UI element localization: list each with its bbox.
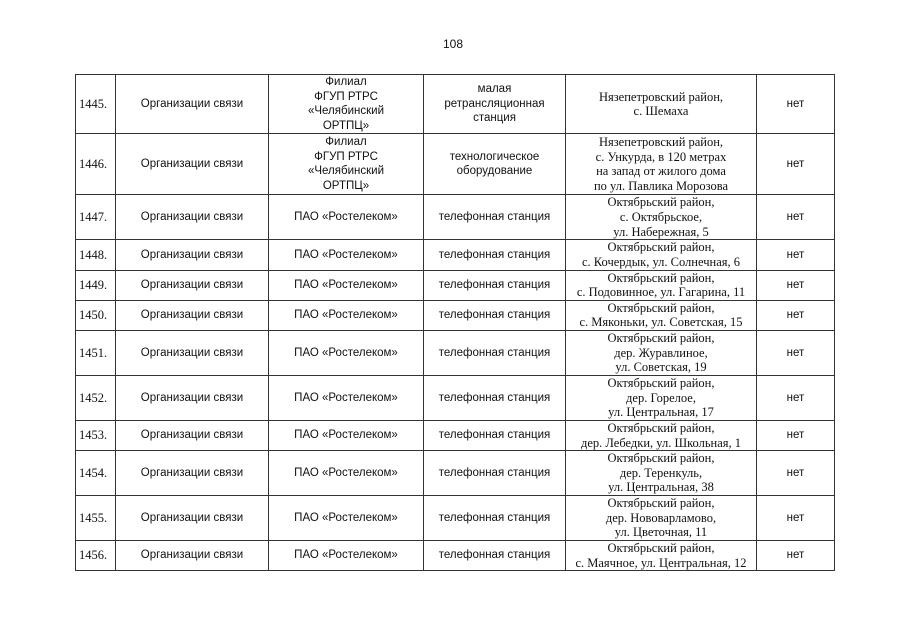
status-cell — [757, 240, 835, 270]
address-line: Октябрьский район, — [607, 541, 715, 556]
address-line: дер. Нововарламово, — [605, 510, 717, 525]
row-number: 1453. — [79, 428, 108, 443]
category-cell — [116, 541, 269, 571]
address-cell — [566, 195, 757, 240]
table-row — [76, 240, 835, 270]
organization-cell — [269, 75, 424, 134]
address-cell — [566, 451, 757, 496]
object-line: телефонная станция — [438, 429, 551, 442]
category-cell — [116, 330, 269, 375]
row-number-cell — [76, 300, 116, 330]
category-cell — [116, 300, 269, 330]
row-number: 1455. — [79, 510, 108, 525]
address-line: Октябрьский район, — [607, 270, 715, 285]
status-text: нет — [786, 309, 805, 322]
category-text: Организации связи — [140, 346, 244, 359]
row-number: 1447. — [79, 210, 108, 225]
category-text: Организации связи — [140, 248, 244, 261]
object-cell — [424, 270, 566, 300]
row-number: 1450. — [79, 308, 108, 323]
table-row — [76, 420, 835, 450]
address-line: Нязепетровский район, — [598, 89, 724, 104]
address-line: ул. Центральная, 17 — [608, 405, 714, 420]
table-row — [76, 134, 835, 195]
address-line: по ул. Павлика Морозова — [593, 178, 728, 193]
category-cell — [116, 420, 269, 450]
organization-line: ПАО «Ростелеком» — [294, 429, 398, 442]
address-cell — [566, 420, 757, 450]
status-cell — [757, 375, 835, 420]
row-number-cell — [76, 451, 116, 496]
status-text: нет — [786, 391, 805, 404]
address-cell — [566, 270, 757, 300]
row-number: 1449. — [79, 277, 108, 292]
address-line: ул. Центральная, 38 — [608, 480, 714, 495]
row-number-cell — [76, 240, 116, 270]
object-cell — [424, 134, 566, 195]
category-text: Организации связи — [140, 549, 244, 562]
organization-line: ПАО «Ростелеком» — [294, 278, 398, 291]
category-text: Организации связи — [140, 97, 244, 110]
address-line: ул. Советская, 19 — [615, 360, 707, 375]
organization-cell — [269, 451, 424, 496]
address-line: с. Подовинное, ул. Гагарина, 11 — [576, 285, 746, 300]
status-text: нет — [786, 211, 805, 224]
row-number-cell — [76, 375, 116, 420]
address-line: с. Шемаха — [633, 104, 689, 119]
organization-line: ПАО «Ростелеком» — [294, 511, 398, 524]
address-cell — [566, 496, 757, 541]
row-number: 1451. — [79, 345, 108, 360]
row-number-cell — [76, 541, 116, 571]
address-line: ул. Набережная, 5 — [613, 224, 709, 239]
address-line: Октябрьский район, — [607, 451, 715, 466]
organization-line: ФГУП РТРС — [314, 90, 378, 103]
category-text: Организации связи — [140, 278, 244, 291]
address-line: Октябрьский район, — [607, 376, 715, 391]
object-cell — [424, 240, 566, 270]
object-cell — [424, 75, 566, 134]
address-line: дер. Теренкуль, — [619, 465, 703, 480]
row-number-cell — [76, 195, 116, 240]
table-row — [76, 375, 835, 420]
address-line: Нязепетровский район, — [598, 135, 724, 150]
status-cell — [757, 496, 835, 541]
category-text: Организации связи — [140, 158, 244, 171]
object-line: телефонная станция — [438, 248, 551, 261]
object-line: телефонная станция — [438, 511, 551, 524]
row-number-cell — [76, 75, 116, 134]
row-number-cell — [76, 496, 116, 541]
object-line: телефонная станция — [438, 278, 551, 291]
organization-line: ПАО «Ростелеком» — [294, 248, 398, 261]
object-line: телефонная станция — [438, 391, 551, 404]
status-cell — [757, 134, 835, 195]
registry-table — [75, 74, 835, 571]
organization-cell — [269, 134, 424, 195]
object-cell — [424, 195, 566, 240]
address-line: Октябрьский район, — [607, 420, 715, 435]
object-cell — [424, 420, 566, 450]
organization-line: ПАО «Ростелеком» — [294, 549, 398, 562]
row-number: 1446. — [79, 157, 108, 172]
row-number: 1452. — [79, 390, 108, 405]
status-cell — [757, 195, 835, 240]
category-cell — [116, 270, 269, 300]
row-number: 1454. — [79, 465, 108, 480]
organization-line: ПАО «Ростелеком» — [294, 346, 398, 359]
object-line: ретрансляционная — [444, 97, 545, 110]
organization-line: ПАО «Ростелеком» — [294, 466, 398, 479]
organization-line: «Челябинский — [307, 105, 384, 118]
address-cell — [566, 541, 757, 571]
row-number: 1448. — [79, 247, 108, 262]
table-row — [76, 451, 835, 496]
address-line: на запад от жилого дома — [596, 164, 726, 179]
address-cell — [566, 134, 757, 195]
object-cell — [424, 300, 566, 330]
status-cell — [757, 75, 835, 134]
row-number-cell — [76, 420, 116, 450]
table-row — [76, 330, 835, 375]
status-text: нет — [786, 511, 805, 524]
address-line: Октябрьский район, — [607, 496, 715, 511]
row-number-cell — [76, 134, 116, 195]
organization-line: ФГУП РТРС — [314, 150, 378, 163]
object-cell — [424, 451, 566, 496]
status-cell — [757, 451, 835, 496]
organization-line: Филиал — [325, 136, 367, 149]
category-cell — [116, 75, 269, 134]
row-number: 1445. — [79, 96, 108, 111]
organization-line: ПАО «Ростелеком» — [294, 391, 398, 404]
status-cell — [757, 330, 835, 375]
object-cell — [424, 541, 566, 571]
table-row — [76, 195, 835, 240]
object-cell — [424, 330, 566, 375]
object-line: телефонная станция — [438, 466, 551, 479]
address-line: с. Октябрьское, — [619, 210, 703, 225]
address-line: с. Кочердык, ул. Солнечная, 6 — [582, 254, 740, 269]
object-cell — [424, 496, 566, 541]
organization-cell — [269, 541, 424, 571]
row-number: 1456. — [79, 548, 108, 563]
table-row — [76, 496, 835, 541]
address-line: ул. Цветочная, 11 — [614, 525, 708, 540]
status-cell — [757, 420, 835, 450]
object-line: телефонная станция — [438, 549, 551, 562]
address-cell — [566, 240, 757, 270]
object-line: технологическое — [449, 150, 540, 163]
page-number: 108 — [442, 37, 464, 51]
table-row — [76, 300, 835, 330]
organization-cell — [269, 496, 424, 541]
organization-cell — [269, 375, 424, 420]
status-cell — [757, 270, 835, 300]
address-line: с. Мяконьки, ул. Советская, 15 — [579, 315, 743, 330]
table-row — [76, 270, 835, 300]
status-text: нет — [786, 346, 805, 359]
status-cell — [757, 541, 835, 571]
row-number-cell — [76, 330, 116, 375]
status-text: нет — [786, 466, 805, 479]
category-cell — [116, 451, 269, 496]
object-cell — [424, 375, 566, 420]
status-text: нет — [786, 248, 805, 261]
table-body — [76, 75, 835, 571]
organization-cell — [269, 300, 424, 330]
address-line: с. Ункурда, в 120 метрах — [595, 149, 727, 164]
status-text: нет — [786, 429, 805, 442]
category-text: Организации связи — [140, 429, 244, 442]
object-line: станция — [473, 112, 516, 125]
category-text: Организации связи — [140, 391, 244, 404]
table-row — [76, 541, 835, 571]
address-cell — [566, 300, 757, 330]
address-line: с. Маячное, ул. Центральная, 12 — [575, 555, 747, 570]
object-line: оборудование — [456, 165, 533, 178]
organization-line: ПАО «Ростелеком» — [294, 211, 398, 224]
category-text: Организации связи — [140, 466, 244, 479]
category-text: Организации связи — [140, 211, 244, 224]
category-cell — [116, 134, 269, 195]
status-cell — [757, 300, 835, 330]
address-cell — [566, 75, 757, 134]
category-cell — [116, 375, 269, 420]
category-cell — [116, 195, 269, 240]
address-line: Октябрьский район, — [607, 331, 715, 346]
organization-cell — [269, 195, 424, 240]
status-text: нет — [786, 278, 805, 291]
address-cell — [566, 375, 757, 420]
object-line: малая — [477, 83, 512, 96]
organization-cell — [269, 240, 424, 270]
organization-line: ПАО «Ростелеком» — [294, 309, 398, 322]
address-line: дер. Горелое, — [626, 390, 696, 405]
address-line: дер. Журавлиное, — [614, 345, 708, 360]
organization-line: Филиал — [325, 76, 367, 88]
organization-line: «Челябинский — [307, 165, 384, 178]
object-line: телефонная станция — [438, 309, 551, 322]
address-cell — [566, 330, 757, 375]
address-line: дер. Лебедки, ул. Школьная, 1 — [580, 435, 742, 450]
status-text: нет — [786, 158, 805, 171]
object-line: телефонная станция — [438, 346, 551, 359]
category-text: Организации связи — [140, 309, 244, 322]
row-number-cell — [76, 270, 116, 300]
address-line: Октябрьский район, — [607, 240, 715, 255]
organization-line: ОРТПЦ» — [322, 119, 370, 132]
table-row — [76, 75, 835, 134]
category-cell — [116, 240, 269, 270]
category-text: Организации связи — [140, 511, 244, 524]
organization-cell — [269, 330, 424, 375]
status-text: нет — [786, 549, 805, 562]
object-line: телефонная станция — [438, 211, 551, 224]
organization-line: ОРТПЦ» — [322, 179, 370, 192]
address-line: Октябрьский район, — [607, 300, 715, 315]
category-cell — [116, 496, 269, 541]
status-text: нет — [786, 97, 805, 110]
organization-cell — [269, 270, 424, 300]
address-line: Октябрьский район, — [607, 195, 715, 210]
organization-cell — [269, 420, 424, 450]
